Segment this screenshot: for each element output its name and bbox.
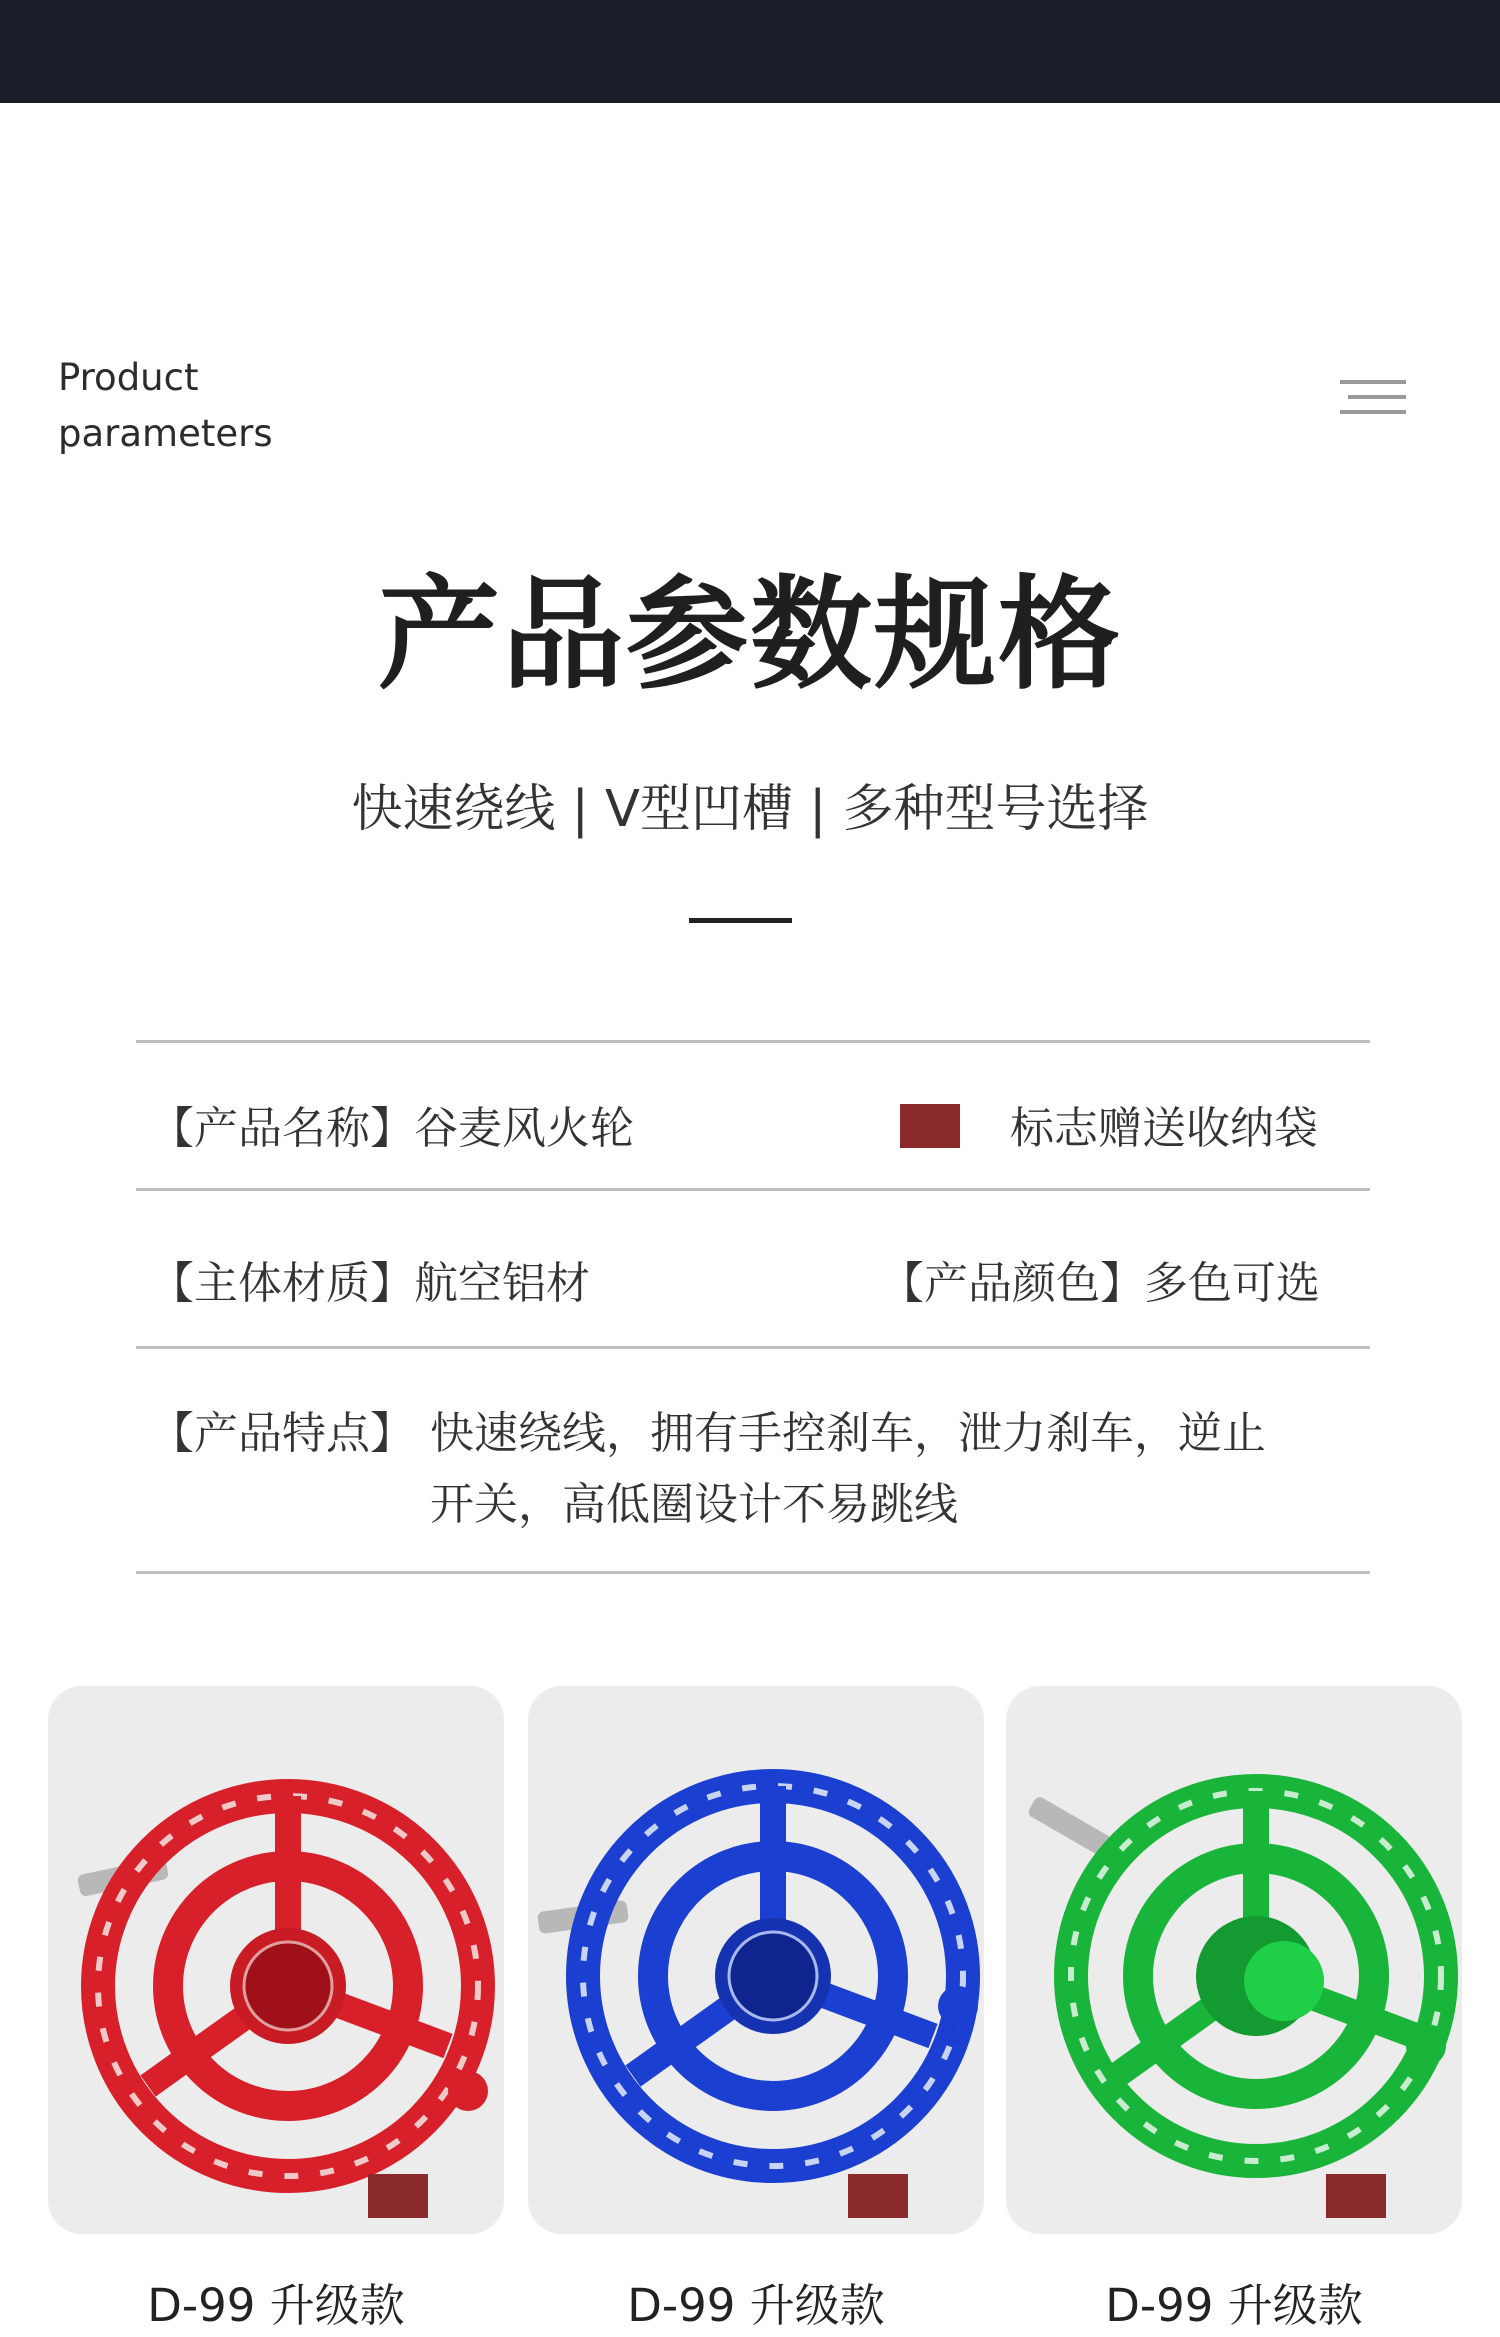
- spec-divider-1: [136, 1188, 1370, 1191]
- spec-material-key: 【主体材质】: [150, 1258, 414, 1309]
- reel-image-red: [48, 1686, 504, 2234]
- spec-divider-bottom: [136, 1571, 1370, 1574]
- product-caption-blue: D-99 升级款: [627, 2279, 885, 2332]
- section-label-line2: parameters: [58, 412, 273, 455]
- spec-features-line1: 快速绕线，拥有手控刹车，泄力刹车，逆止: [430, 1408, 1266, 1459]
- product-card-blue[interactable]: [528, 1686, 984, 2234]
- hamburger-menu-icon[interactable]: [1340, 378, 1406, 416]
- product-badge: [848, 2174, 908, 2218]
- spec-product-name-key: 【产品名称】: [150, 1103, 414, 1154]
- section-label: [58, 350, 273, 462]
- top-bar: [0, 0, 1500, 103]
- product-card-green[interactable]: [1006, 1686, 1462, 2234]
- page-title: 产品参数规格: [378, 564, 1122, 706]
- spec-color-value: 多色可选: [1144, 1258, 1320, 1309]
- section-label-line1: Product: [58, 356, 199, 399]
- product-card-red[interactable]: [48, 1686, 504, 2234]
- spec-color-key: 【产品颜色】: [880, 1258, 1144, 1309]
- spec-material: [150, 1253, 590, 1315]
- product-badge: [368, 2174, 428, 2218]
- title-divider: [689, 918, 792, 923]
- spec-features-line2: 开关，高低圈设计不易跳线: [430, 1479, 958, 1530]
- product-badge: [1326, 2174, 1386, 2218]
- product-caption-green: D-99 升级款: [1105, 2279, 1363, 2332]
- reel-image-green: [1006, 1686, 1462, 2234]
- spec-gift-bag: 标志赠送收纳袋: [1010, 1103, 1318, 1154]
- spec-features-key: 【产品特点】: [150, 1408, 414, 1459]
- reel-image-blue: [528, 1686, 984, 2234]
- spec-divider-2: [136, 1346, 1370, 1349]
- spec-color: [880, 1253, 1320, 1315]
- spec-product-name: [150, 1098, 634, 1160]
- page-subtitle: 快速绕线 | V型凹槽 | 多种型号选择: [351, 780, 1149, 839]
- spec-product-name-value: 谷麦风火轮: [414, 1103, 634, 1154]
- logo-swatch: [900, 1104, 960, 1148]
- spec-divider-top: [136, 1040, 1370, 1043]
- product-caption-red: D-99 升级款: [147, 2279, 405, 2332]
- spec-material-value: 航空铝材: [414, 1258, 590, 1309]
